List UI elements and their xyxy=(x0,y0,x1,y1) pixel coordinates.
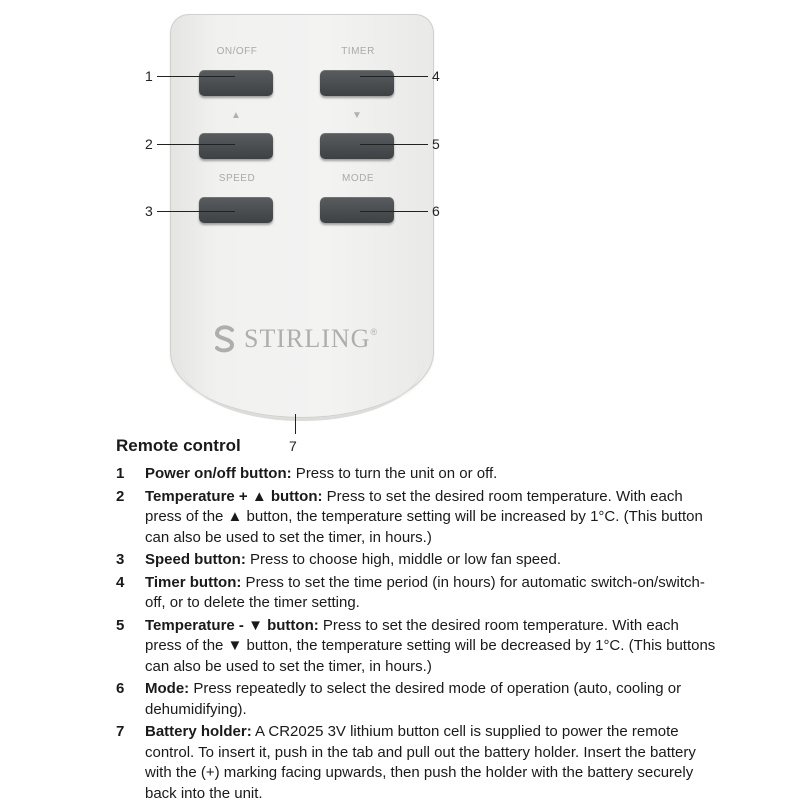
item-title: Battery holder: xyxy=(145,723,252,740)
item-body: Press to set the time period (in hours) for automatic switch-on/switch-off, or to delete the timer setting. xyxy=(145,573,705,611)
item-text xyxy=(145,616,716,678)
item-number: 1 xyxy=(116,465,125,482)
brand-name: STIRLING xyxy=(244,324,371,353)
callout-line-2 xyxy=(157,144,235,145)
callout-6: 6 xyxy=(432,203,440,219)
list-item xyxy=(116,679,716,720)
item-text xyxy=(145,550,716,571)
speed-button[interactable] xyxy=(199,197,273,223)
callout-1: 1 xyxy=(145,68,153,84)
item-number: 6 xyxy=(116,680,125,697)
callout-line-1 xyxy=(157,76,235,77)
item-title: Speed button: xyxy=(145,551,246,568)
callout-line-3 xyxy=(157,211,235,212)
item-list xyxy=(116,464,716,804)
item-text xyxy=(145,679,716,720)
list-item xyxy=(116,487,716,549)
item-text xyxy=(145,464,716,485)
item-title: Temperature + ▲ button: xyxy=(145,487,323,505)
up-arrow-icon: ▲ xyxy=(231,110,241,121)
item-number: 7 xyxy=(116,723,125,740)
down-arrow-icon: ▼ xyxy=(352,110,362,121)
temperature-down-button[interactable] xyxy=(320,133,394,159)
timer-button[interactable] xyxy=(320,70,394,96)
list-item xyxy=(116,616,716,678)
power-button[interactable] xyxy=(199,70,273,96)
list-item xyxy=(116,573,716,614)
item-number: 5 xyxy=(116,616,125,634)
section-title: Remote control xyxy=(116,436,241,455)
item-title: Mode: xyxy=(145,680,190,697)
callout-line-4 xyxy=(360,76,428,77)
item-text xyxy=(145,573,716,614)
speed-label: SPEED xyxy=(218,173,256,184)
callout-4: 4 xyxy=(432,68,440,84)
item-title: Timer button: xyxy=(145,573,242,591)
callout-line-7 xyxy=(295,414,296,434)
registered-mark: ® xyxy=(370,327,378,337)
onoff-label: ON/OFF xyxy=(216,46,258,57)
callout-line-6 xyxy=(360,211,428,212)
mode-button[interactable] xyxy=(320,197,394,223)
item-body: A CR2025 3V lithium button cell is supplied to power the remote control. To insert it, push in the tab and pull out the battery holder. Insert the battery with the (+) marking facing upwards, then push the holder with the battery securely back into the unit. xyxy=(145,723,696,802)
callout-7: 7 xyxy=(289,438,297,454)
callout-5: 5 xyxy=(432,136,440,152)
mode-label: MODE xyxy=(342,173,374,184)
list-item xyxy=(116,464,716,485)
temperature-up-button[interactable] xyxy=(199,133,273,159)
item-title: Power on/off button: xyxy=(145,465,292,482)
item-body: Press to turn the unit on or off. xyxy=(291,465,498,482)
remote-control-description xyxy=(116,436,716,806)
item-title: Temperature - ▼ button: xyxy=(145,616,319,634)
list-item xyxy=(116,722,716,804)
callout-3: 3 xyxy=(145,203,153,219)
list-item xyxy=(116,550,716,571)
item-body: Press to set the desired room temperature. With each press of the ▼ button, the temperature setting will be decreased by 1°C. (This buttons can also be used to set the timer, in hours.) xyxy=(145,616,716,675)
item-number: 2 xyxy=(116,487,125,505)
callout-2: 2 xyxy=(145,136,153,152)
brand-logo xyxy=(212,322,392,356)
item-number: 4 xyxy=(116,573,125,591)
item-text xyxy=(145,487,716,549)
timer-label: TIMER xyxy=(341,46,375,57)
stirling-logo-icon xyxy=(212,325,238,353)
item-number: 3 xyxy=(116,551,125,568)
callout-line-5 xyxy=(360,144,428,145)
item-body: Press to choose high, middle or low fan speed. xyxy=(245,551,562,568)
item-body: Press to set the desired room temperature. With each press of the ▲ button, the temperature setting will be increased by 1°C. (This button can also be used to set the timer, in hours.) xyxy=(145,487,703,546)
item-text xyxy=(145,722,716,804)
item-body: Press repeatedly to select the desired mode of operation (auto, cooling or dehumidifying). xyxy=(145,680,682,718)
